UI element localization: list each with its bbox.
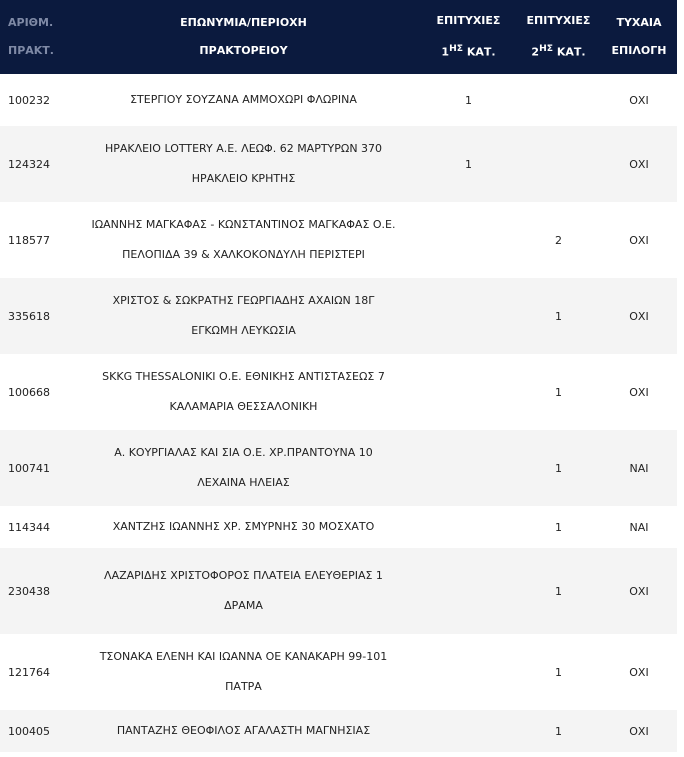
second-category-cell: 1	[555, 461, 562, 475]
agency-name-cell: ΣΤΕΡΓΙΟΥ ΣΟΥΖΑΝΑ ΑΜΜΟΧΩΡΙ ΦΛΩΡΙΝΑ	[130, 93, 357, 106]
agency-number-cell: 335618	[8, 309, 50, 323]
agency-name-cell: ΠΑΝΤΑΖΗΣ ΘΕΟΦΙΛΟΣ ΑΓΑΛΑΣΤΗ ΜΑΓΝΗΣΙΑΣ	[116, 724, 371, 737]
second-category-cell: 1	[555, 520, 562, 534]
random-pick-cell: ΟΧΙ	[629, 584, 649, 598]
agency-number-cell: 124324	[8, 157, 50, 171]
agency-number-cell: 100405	[8, 724, 50, 738]
random-pick-cell: ΝΑΙ	[629, 520, 649, 534]
second-category-cell: 1	[555, 724, 562, 738]
header-agency-name: ΕΠΩΝΥΜΙΑ/ΠΕΡΙΟΧΗ ΠΡΑΚΤΟΡΕΙΟΥ	[180, 16, 307, 57]
agency-name-cell: ΧΡΙΣΤΟΣ & ΣΩΚΡΑΤΗΣ ΓΕΩΡΓΙΑΔΗΣ ΑΧΑΙΩΝ 18Γ ΕΓΚΩΜΗ ΛΕΥΚΩΣΙΑ	[112, 294, 375, 337]
table-row	[0, 710, 677, 752]
agency-number-cell: 230438	[8, 584, 50, 598]
agency-name-cell: ΛΑΖΑΡΙΔΗΣ ΧΡΙΣΤΟΦΟΡΟΣ ΠΛΑΤΕΙΑ ΕΛΕΥΘΕΡΙΑΣ 1 ΔΡΑΜΑ	[104, 569, 383, 612]
table-row	[0, 354, 677, 430]
agency-number-cell: 121764	[8, 665, 50, 679]
agency-name-cell: SKKG THESSALONIKI Ο.Ε. ΕΘΝΙΚΗΣ ΑΝΤΙΣΤΑΣΕΩΣ 7 ΚΑΛΑΜΑΡΙΑ ΘΕΣΣΑΛΟΝΙΚΗ	[102, 370, 385, 413]
table-row	[0, 506, 677, 548]
second-category-cell: 1	[555, 309, 562, 323]
random-pick-cell: ΟΧΙ	[629, 724, 649, 738]
second-category-cell: 1	[555, 584, 562, 598]
agency-number-cell: 100741	[8, 461, 50, 475]
first-category-cell: 1	[465, 157, 472, 171]
agency-name-cell: ΗΡΑΚΛΕΙΟ LOTTERY Α.Ε. ΛΕΩΦ. 62 ΜΑΡΤΥΡΩΝ 370 ΗΡΑΚΛΕΙΟ ΚΡΗΤΗΣ	[104, 142, 383, 185]
table-row	[0, 126, 677, 202]
random-pick-cell: ΟΧΙ	[629, 385, 649, 399]
header-first-category: ΕΠΙΤΥΧΙΕΣ $1^{H\Sigma}$ ΚΑΤ.	[436, 14, 501, 59]
random-pick-cell: ΝΑΙ	[629, 461, 649, 475]
second-category-cell: 1	[555, 385, 562, 399]
table-row	[0, 548, 677, 634]
agency-name-cell: ΙΩΑΝΝΗΣ ΜΑΓΚΑΦΑΣ - ΚΩΝΣΤΑΝΤΙΝΟΣ ΜΑΓΚΑΦΑΣ Ο.Ε. ΠΕΛΟΠΙΔΑ 39 & ΧΑΛΚΟΚΟΝΔΥΛΗ ΠΕΡΙΣΤΕΡΙ	[91, 218, 396, 261]
random-pick-cell: ΟΧΙ	[629, 665, 649, 679]
agency-number-cell: 114344	[8, 520, 50, 534]
table-header	[0, 0, 677, 74]
table-row	[0, 430, 677, 506]
agency-number-cell: 118577	[8, 233, 50, 247]
header-agency-number: ΑΡΙΘΜ. ΠΡΑΚΤ.	[8, 16, 54, 57]
random-pick-cell: ΟΧΙ	[629, 233, 649, 247]
agency-name-cell: Α. ΚΟΥΡΓΙΑΛΑΣ ΚΑΙ ΣΙΑ Ο.Ε. ΧΡ.ΠΡΑΝΤΟΥΝΑ 10 ΛΕΧΑΙΝΑ ΗΛΕΙΑΣ	[114, 446, 373, 489]
table-row	[0, 278, 677, 354]
agency-number-cell: 100232	[8, 93, 50, 107]
table-row	[0, 202, 677, 278]
agency-number-cell: 100668	[8, 385, 50, 399]
header-random-pick: ΤΥΧΑΙΑ ΕΠΙΛΟΓΗ	[611, 16, 667, 57]
first-category-cell: 1	[465, 93, 472, 107]
second-category-cell: 2	[555, 233, 562, 247]
random-pick-cell: ΟΧΙ	[629, 157, 649, 171]
table-body	[0, 74, 677, 752]
agency-name-cell: ΤΣΟΝΑΚΑ ΕΛΕΝΗ ΚΑΙ ΙΩΑΝΝΑ ΟΕ ΚΑΝΑΚΑΡΗ 99-101 ΠΑΤΡΑ	[99, 650, 388, 693]
agency-name-cell: ΧΑΝΤΖΗΣ ΙΩΑΝΝΗΣ ΧΡ. ΣΜΥΡΝΗΣ 30 ΜΟΣΧΑΤΟ	[112, 520, 375, 533]
table-row	[0, 74, 677, 126]
random-pick-cell: ΟΧΙ	[629, 309, 649, 323]
header-second-category: ΕΠΙΤΥΧΙΕΣ $2^{H\Sigma}$ ΚΑΤ.	[526, 14, 591, 59]
second-category-cell: 1	[555, 665, 562, 679]
random-pick-cell: ΟΧΙ	[629, 93, 649, 107]
table-row	[0, 634, 677, 710]
